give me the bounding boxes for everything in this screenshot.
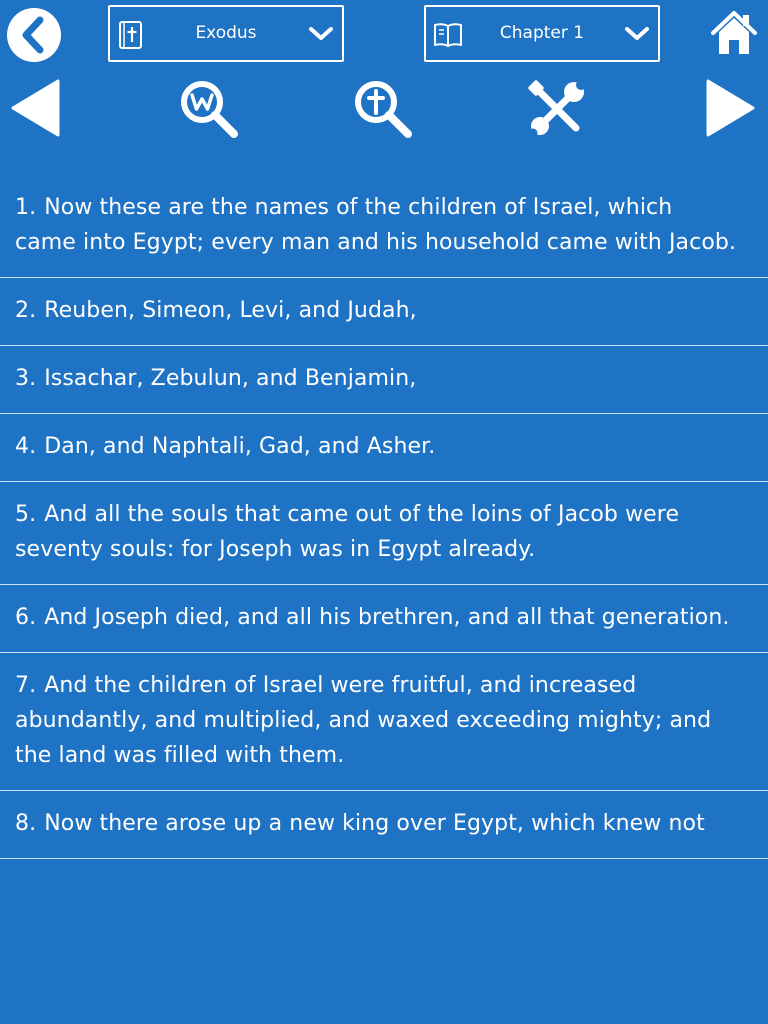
bible-icon: [116, 21, 146, 49]
verse-number: 7.: [15, 673, 37, 698]
verse-item[interactable]: [0, 585, 768, 653]
verse-number: 1.: [15, 195, 37, 220]
verse-text: Now there arose up a new king over Egypt, which knew not: [44, 811, 705, 836]
verse-number: 6.: [15, 605, 37, 630]
verse-item[interactable]: [0, 791, 768, 859]
settings-button[interactable]: [526, 78, 588, 140]
top-bar: [0, 0, 768, 70]
previous-chapter-button[interactable]: [10, 78, 62, 138]
chevron-down-icon: [308, 26, 334, 42]
verse-text: Now these are the names of the children of Israel, which came into Egypt; every man and his household came with Jacob.: [15, 195, 737, 255]
verse-item[interactable]: [0, 346, 768, 414]
verse-item[interactable]: [0, 414, 768, 482]
search-words-button[interactable]: [178, 78, 240, 140]
verse-number: 3.: [15, 366, 37, 391]
book-selector[interactable]: [108, 5, 344, 62]
verse-number: 8.: [15, 811, 37, 836]
verse-text: And all the souls that came out of the loins of Jacob were seventy souls: for Joseph was in Egypt already.: [15, 502, 680, 562]
home-icon[interactable]: [710, 10, 758, 56]
search-bible-button[interactable]: [352, 78, 414, 140]
open-book-icon: [432, 21, 464, 49]
back-button[interactable]: [7, 8, 61, 62]
verse-number: 4.: [15, 434, 37, 459]
verse-text: Reuben, Simeon, Levi, and Judah,: [44, 298, 417, 323]
book-selector-label: Exodus: [195, 23, 257, 43]
verse-text: And Joseph died, and all his brethren, and all that generation.: [44, 605, 730, 630]
verse-number: 2.: [15, 298, 37, 323]
chevron-left-icon: [7, 8, 61, 62]
verse-item[interactable]: [0, 653, 768, 791]
chevron-down-icon: [624, 26, 650, 42]
verse-number: 5.: [15, 502, 37, 527]
verse-text: And the children of Israel were fruitful, and increased abundantly, and multiplied, and waxed exceeding mighty; and the land was filled with them.: [15, 673, 712, 768]
verse-list[interactable]: [0, 175, 768, 1024]
verse-item[interactable]: [0, 278, 768, 346]
next-chapter-button[interactable]: [704, 78, 756, 138]
verse-item[interactable]: [0, 482, 768, 585]
chapter-selector-label: Chapter 1: [499, 23, 585, 43]
chapter-selector[interactable]: [424, 5, 660, 62]
verse-item[interactable]: [0, 175, 768, 278]
verse-text: Issachar, Zebulun, and Benjamin,: [44, 366, 417, 391]
toolbar: [0, 72, 768, 152]
verse-text: Dan, and Naphtali, Gad, and Asher.: [44, 434, 436, 459]
